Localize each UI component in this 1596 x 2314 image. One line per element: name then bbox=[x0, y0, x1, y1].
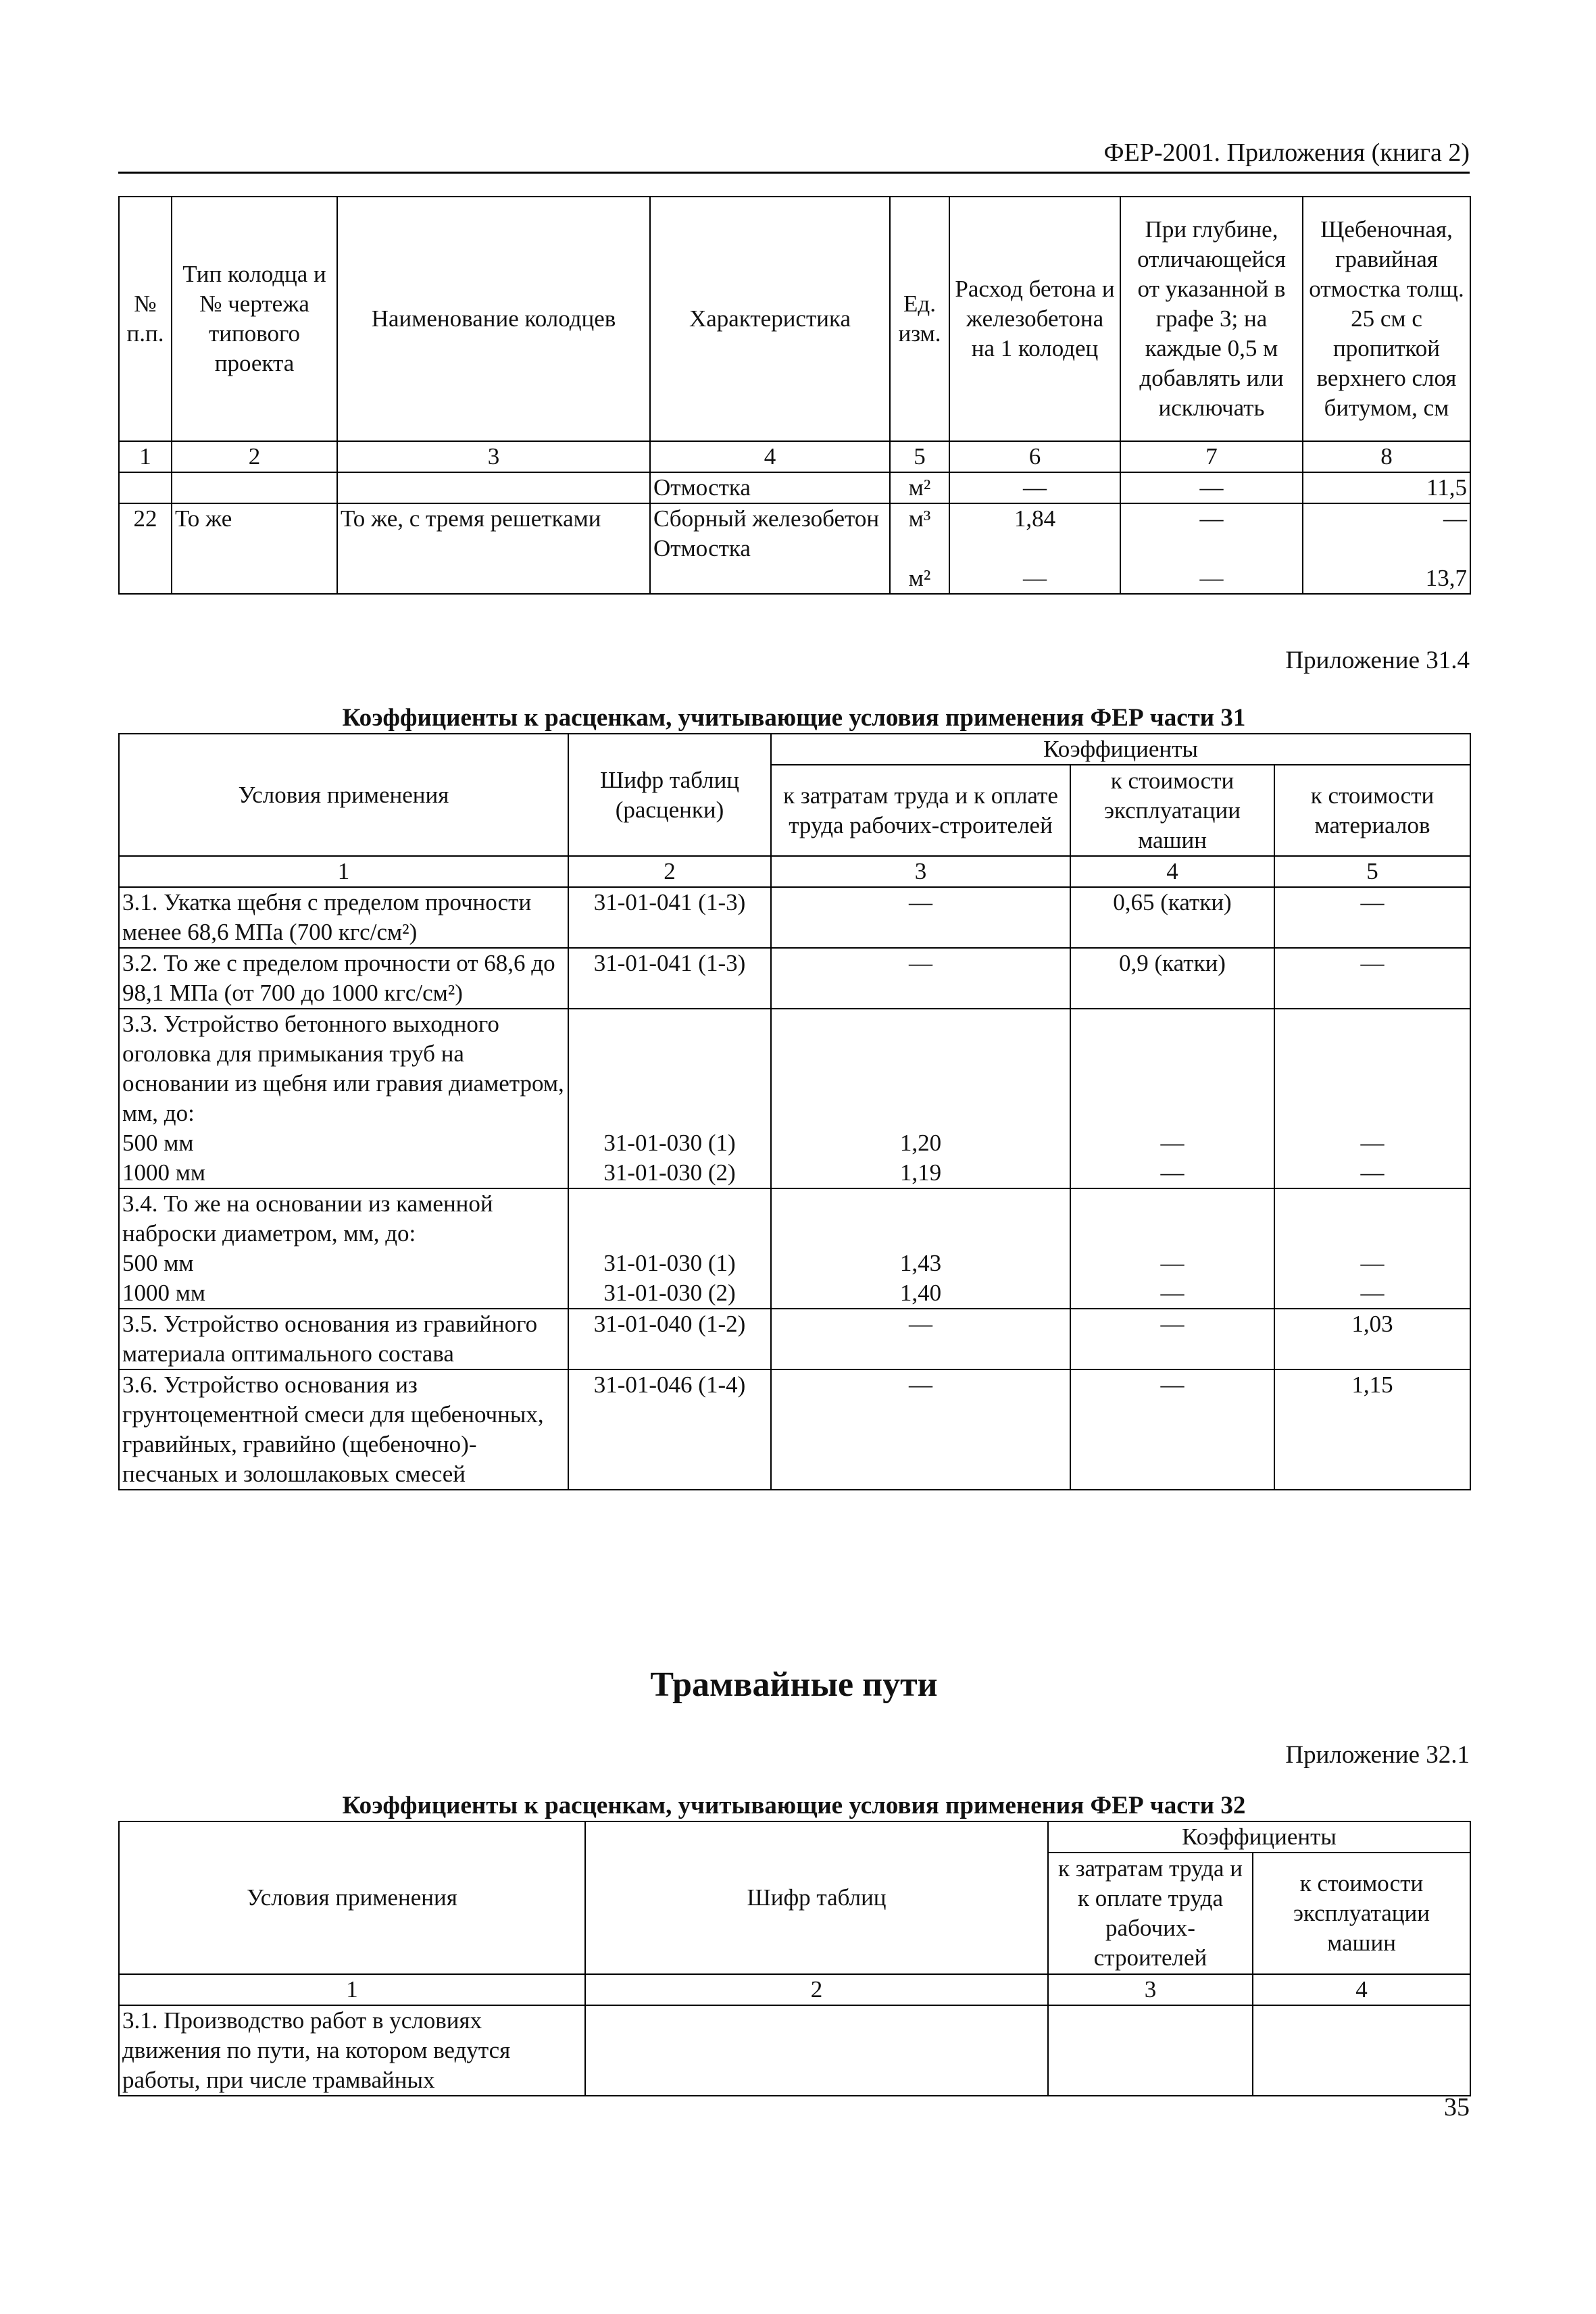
column-number: 4 bbox=[1070, 856, 1274, 887]
column-number: 3 bbox=[337, 441, 650, 472]
value-line: — bbox=[1199, 565, 1224, 591]
table-caption: Коэффициенты к расценкам, учитывающие условия применения ФЕР части 32 bbox=[342, 1792, 1246, 1819]
value-line: 13,7 bbox=[1425, 565, 1467, 591]
col-header-characteristic: Характеристика bbox=[650, 197, 890, 441]
size-label: 500 мм bbox=[122, 1250, 194, 1276]
conditions-cell bbox=[119, 1009, 568, 1188]
column-number: 3 bbox=[771, 856, 1070, 887]
col-header-materials: к стоимости материалов bbox=[1274, 765, 1470, 856]
materials-line: — bbox=[1360, 1280, 1385, 1306]
column-number: 8 bbox=[1303, 441, 1470, 472]
value-cell: — bbox=[1120, 472, 1303, 503]
column-number-row bbox=[119, 856, 1470, 887]
row-number-cell: 22 bbox=[119, 503, 172, 594]
page-number: 35 bbox=[1444, 2093, 1470, 2121]
column-number: 5 bbox=[1274, 856, 1470, 887]
table-row bbox=[119, 1188, 1470, 1309]
col-header-depth: При глубине, отличающейся от указанной в графе 3; на каждые 0,5 м добавлять или исключать bbox=[1120, 197, 1303, 441]
table-row bbox=[119, 472, 1470, 503]
column-number-row bbox=[119, 441, 1470, 472]
characteristic-cell bbox=[650, 503, 890, 594]
table-caption: Коэффициенты к расценкам, учитывающие условия применения ФЕР части 31 bbox=[342, 704, 1246, 732]
column-number: 5 bbox=[890, 441, 949, 472]
table-row bbox=[119, 887, 1470, 948]
unit-cell: м² bbox=[890, 472, 949, 503]
col-header-machines: к стоимости эксплуатации машин bbox=[1253, 1853, 1470, 1974]
materials-line: — bbox=[1360, 1159, 1385, 1186]
conditions-cell bbox=[119, 1188, 568, 1309]
conditions-text: 3.4. То же на основании из каменной наброски диаметром, мм, до: bbox=[122, 1190, 493, 1247]
well-type-cell: То же bbox=[172, 503, 337, 594]
labor-cell: — bbox=[771, 1369, 1070, 1490]
code-cell: 31-01-040 (1-2) bbox=[568, 1309, 771, 1369]
machines-line: — bbox=[1160, 1130, 1184, 1156]
col-header-coefficients: Коэффициенты bbox=[771, 734, 1470, 765]
unit-line: м² bbox=[908, 565, 931, 591]
code-line: 31-01-030 (2) bbox=[603, 1280, 736, 1306]
table-row bbox=[119, 503, 1470, 594]
machines-cell: 0,65 (катки) bbox=[1070, 887, 1274, 948]
machines-cell: — bbox=[1070, 1309, 1274, 1369]
col-header-coefficients: Коэффициенты bbox=[1048, 1821, 1470, 1853]
characteristic-line: Сборный железобетон bbox=[653, 505, 880, 532]
col-header-number: № п.п. bbox=[119, 197, 172, 441]
column-number: 2 bbox=[172, 441, 337, 472]
col-header-concrete: Расход бетона и железобетона на 1 колодец bbox=[949, 197, 1120, 441]
section-title: Трамвайные пути bbox=[650, 1665, 938, 1704]
machines-cell: — bbox=[1070, 1369, 1274, 1490]
materials-cell: 1,15 bbox=[1274, 1369, 1470, 1490]
materials-cell: — bbox=[1274, 887, 1470, 948]
materials-line: — bbox=[1360, 1250, 1385, 1276]
code-line: 31-01-030 (2) bbox=[603, 1159, 736, 1186]
value-cell: — bbox=[949, 472, 1120, 503]
machines-cell bbox=[1070, 1188, 1274, 1309]
col-header-conditions: Условия применения bbox=[119, 734, 568, 856]
col-header-machines: к стоимости эксплуатации машин bbox=[1070, 765, 1274, 856]
column-number: 3 bbox=[1048, 1974, 1253, 2005]
column-number: 6 bbox=[949, 441, 1120, 472]
column-number-row bbox=[119, 1974, 1470, 2005]
conditions-cell: 3.1. Укатка щебня с пределом прочности менее 68,6 МПа (700 кгс/см²) bbox=[119, 887, 568, 948]
table-row bbox=[119, 2005, 1470, 2096]
col-header-conditions: Условия применения bbox=[119, 1821, 585, 1974]
column-number: 7 bbox=[1120, 441, 1303, 472]
col-header-pavement: Щебеночная, гравийная отмостка толщ. 25 см с пропиткой верхнего слоя битумом, см bbox=[1303, 197, 1470, 441]
labor-cell: — bbox=[771, 887, 1070, 948]
materials-line: — bbox=[1360, 1130, 1385, 1156]
labor-line: 1,40 bbox=[899, 1280, 942, 1306]
table-header-row bbox=[119, 734, 1470, 765]
machines-line: — bbox=[1160, 1159, 1184, 1186]
value-line: — bbox=[1199, 505, 1224, 532]
col-header-well-type: Тип колодца и № чертежа типового проекта bbox=[172, 197, 337, 441]
value-cell bbox=[1120, 503, 1303, 594]
column-number: 2 bbox=[568, 856, 771, 887]
wells-table bbox=[118, 196, 1471, 595]
code-line: 31-01-030 (1) bbox=[603, 1130, 736, 1156]
column-number: 1 bbox=[119, 1974, 585, 2005]
materials-cell: — bbox=[1274, 948, 1470, 1009]
unit-line: м³ bbox=[908, 505, 931, 532]
appendix-label: Приложение 31.4 bbox=[1285, 647, 1470, 674]
labor-line: 1,20 bbox=[899, 1130, 942, 1156]
size-label: 1000 мм bbox=[122, 1159, 206, 1186]
conditions-text: 3.3. Устройство бетонного выходного оголовка для примыкания труб на основании из щебня или гравия диаметром, мм, до: bbox=[122, 1011, 564, 1126]
labor-cell: — bbox=[771, 948, 1070, 1009]
table-row bbox=[119, 1309, 1470, 1369]
value-cell bbox=[1303, 503, 1470, 594]
code-line: 31-01-030 (1) bbox=[603, 1250, 736, 1276]
code-cell: 31-01-041 (1-3) bbox=[568, 887, 771, 948]
coefficients-table-32 bbox=[118, 1821, 1471, 2096]
code-cell bbox=[568, 1188, 771, 1309]
materials-cell bbox=[1274, 1188, 1470, 1309]
col-header-labor: к затратам труда и к оплате труда рабочих-строителей bbox=[771, 765, 1070, 856]
code-cell: 31-01-041 (1-3) bbox=[568, 948, 771, 1009]
characteristic-line: Отмостка bbox=[653, 535, 751, 561]
machines-cell bbox=[1070, 1009, 1274, 1188]
column-number: 4 bbox=[1253, 1974, 1470, 2005]
col-header-unit: Ед. изм. bbox=[890, 197, 949, 441]
table-row bbox=[119, 1369, 1470, 1490]
column-number: 1 bbox=[119, 856, 568, 887]
table-row bbox=[119, 948, 1470, 1009]
machines-line: — bbox=[1160, 1280, 1184, 1306]
well-name-cell: То же, с тремя решетками bbox=[337, 503, 650, 594]
column-number: 1 bbox=[119, 441, 172, 472]
value-cell bbox=[949, 503, 1120, 594]
materials-cell bbox=[1274, 1009, 1470, 1188]
labor-line: 1,43 bbox=[899, 1250, 942, 1276]
table-row bbox=[119, 1009, 1470, 1188]
labor-cell bbox=[771, 1009, 1070, 1188]
coefficients-table-31 bbox=[118, 733, 1471, 1490]
column-number: 4 bbox=[650, 441, 890, 472]
size-label: 1000 мм bbox=[122, 1280, 206, 1306]
column-number: 2 bbox=[585, 1974, 1048, 2005]
characteristic-cell: Отмостка bbox=[650, 472, 890, 503]
labor-cell bbox=[771, 1188, 1070, 1309]
conditions-cell: 3.1. Производство работ в условиях движения по пути, на котором ведутся работы, при числе трамвайных bbox=[119, 2005, 585, 2096]
labor-line: 1,19 bbox=[899, 1159, 942, 1186]
col-header-code: Шифр таблиц (расценки) bbox=[568, 734, 771, 856]
size-label: 500 мм bbox=[122, 1130, 194, 1156]
value-line: — bbox=[1023, 565, 1047, 591]
conditions-cell: 3.2. То же с пределом прочности от 68,6 до 98,1 МПа (от 700 до 1000 кгс/см²) bbox=[119, 948, 568, 1009]
appendix-label: Приложение 32.1 bbox=[1285, 1741, 1470, 1769]
machines-line: — bbox=[1160, 1250, 1184, 1276]
conditions-cell: 3.5. Устройство основания из гравийного материала оптимального состава bbox=[119, 1309, 568, 1369]
col-header-code: Шифр таблиц bbox=[585, 1821, 1048, 1974]
header-rule bbox=[118, 172, 1470, 174]
table-header-row bbox=[119, 197, 1470, 441]
code-cell bbox=[568, 1009, 771, 1188]
table-header-row bbox=[119, 1821, 1470, 1853]
value-line: 1,84 bbox=[1014, 505, 1056, 532]
col-header-labor: к затратам труда и к оплате труда рабочих-строителей bbox=[1048, 1853, 1253, 1974]
machines-cell: 0,9 (катки) bbox=[1070, 948, 1274, 1009]
conditions-cell: 3.6. Устройство основания из грунтоцементной смеси для щебеночных, гравийных, гравийно (щебеночно)-песчаных и золошлаковых смесей bbox=[119, 1369, 568, 1490]
materials-cell: 1,03 bbox=[1274, 1309, 1470, 1369]
value-line: — bbox=[1443, 505, 1467, 532]
value-cell: 11,5 bbox=[1303, 472, 1470, 503]
page-header: ФЕР-2001. Приложения (книга 2) bbox=[1103, 139, 1470, 167]
unit-cell bbox=[890, 503, 949, 594]
labor-cell: — bbox=[771, 1309, 1070, 1369]
col-header-well-name: Наименование колодцев bbox=[337, 197, 650, 441]
code-cell: 31-01-046 (1-4) bbox=[568, 1369, 771, 1490]
